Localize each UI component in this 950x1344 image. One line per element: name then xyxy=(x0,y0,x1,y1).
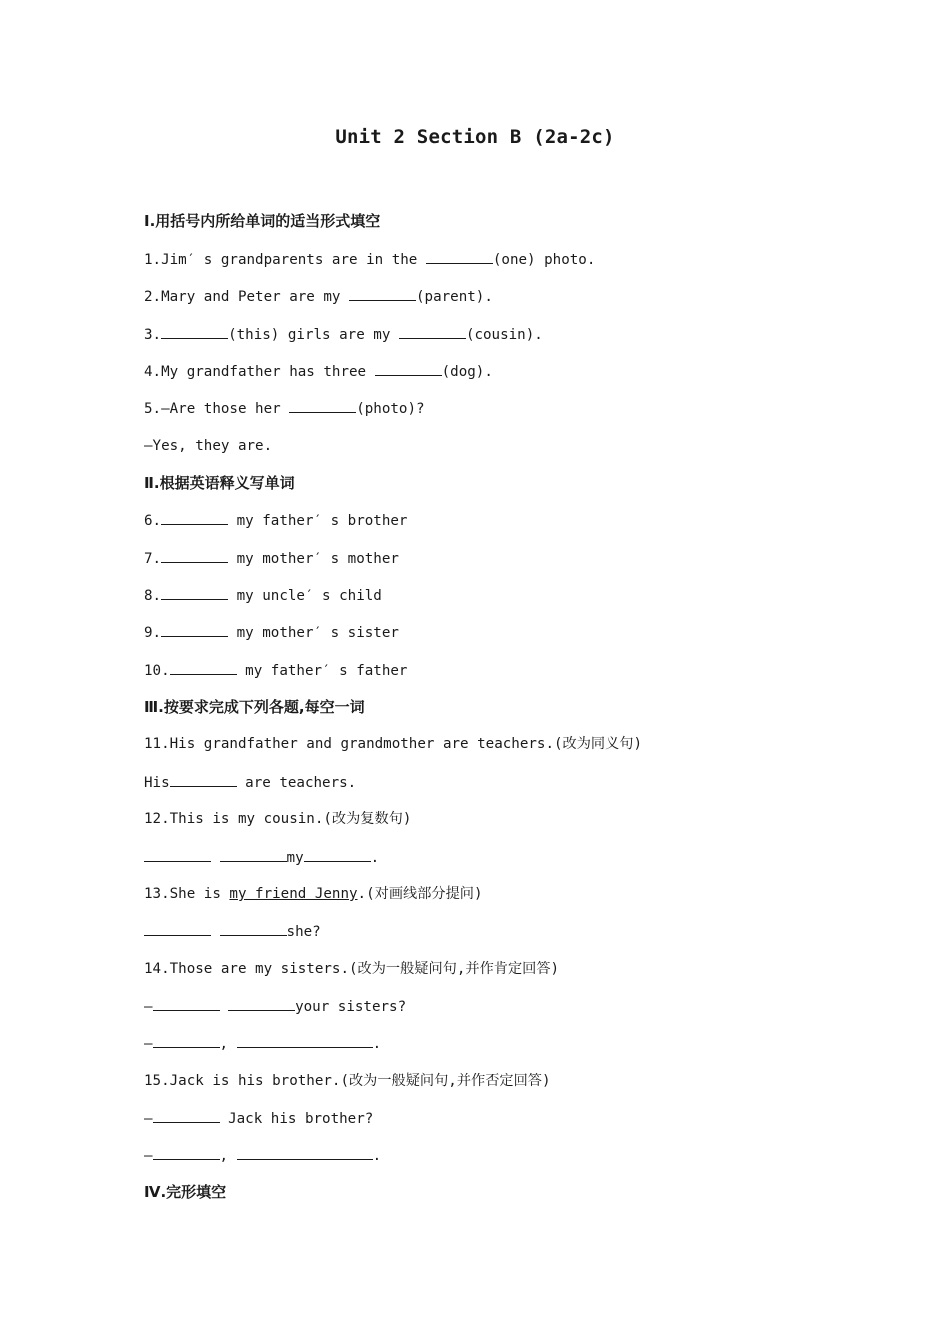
answer-blank[interactable] xyxy=(289,398,356,413)
answer-blank[interactable] xyxy=(153,996,220,1011)
question-13: 13.She is my friend Jenny.(对画线部分提问) xyxy=(144,886,483,902)
answer-blank[interactable] xyxy=(426,249,493,264)
answer-blank[interactable] xyxy=(375,361,442,376)
answer-blank[interactable] xyxy=(220,847,287,862)
answer-blank[interactable] xyxy=(228,996,295,1011)
question-13-answer-line: she? xyxy=(144,921,321,942)
question-1: 1.Jim′ s grandparents are in the (one) photo. xyxy=(144,249,595,270)
answer-blank[interactable] xyxy=(237,1145,373,1160)
question-12-answer-line: my . xyxy=(144,847,379,868)
answer-blank[interactable] xyxy=(170,660,237,675)
answer-blank[interactable] xyxy=(349,286,416,301)
question-15: 15.Jack is his brother.(改为一般疑问句,并作否定回答) xyxy=(144,1073,551,1089)
section-heading-2: Ⅱ.根据英语释义写单词 xyxy=(144,474,295,492)
question-5: 5.—Are those her (photo)? xyxy=(144,398,425,419)
question-10: 10. my father′ s father xyxy=(144,660,407,681)
question-14-answer-line: — , . xyxy=(144,1033,381,1054)
question-15-answer-line: — , . xyxy=(144,1145,381,1166)
answer-blank[interactable] xyxy=(161,324,228,339)
section-heading-3: Ⅲ.按要求完成下列各题,每空一词 xyxy=(144,698,365,716)
question-14-question-line: — your sisters? xyxy=(144,996,406,1017)
question-7: 7. my mother′ s mother xyxy=(144,548,399,569)
page-title: Unit 2 Section B (2a-2c) xyxy=(335,126,615,148)
answer-blank[interactable] xyxy=(144,921,211,936)
answer-blank[interactable] xyxy=(153,1033,220,1048)
question-2: 2.Mary and Peter are my (parent). xyxy=(144,286,493,307)
question-5-answer: —Yes, they are. xyxy=(144,438,273,454)
question-11: 11.His grandfather and grandmother are teachers.(改为同义句) xyxy=(144,736,643,752)
answer-blank[interactable] xyxy=(161,622,228,637)
answer-blank[interactable] xyxy=(220,921,287,936)
answer-blank[interactable] xyxy=(304,847,371,862)
answer-blank[interactable] xyxy=(237,1033,373,1048)
question-12: 12.This is my cousin.(改为复数句) xyxy=(144,811,412,827)
section-heading-4: Ⅳ.完形填空 xyxy=(144,1183,227,1201)
answer-blank[interactable] xyxy=(161,548,228,563)
answer-blank[interactable] xyxy=(153,1145,220,1160)
question-4: 4.My grandfather has three (dog). xyxy=(144,361,493,382)
question-15-question-line: — Jack his brother? xyxy=(144,1108,373,1129)
answer-blank[interactable] xyxy=(399,324,466,339)
answer-blank[interactable] xyxy=(144,847,211,862)
question-9: 9. my mother′ s sister xyxy=(144,622,399,643)
section-heading-1: Ⅰ.用括号内所给单词的适当形式填空 xyxy=(144,212,381,230)
answer-blank[interactable] xyxy=(170,772,237,787)
underlined-phrase: my friend Jenny xyxy=(229,886,358,902)
answer-blank[interactable] xyxy=(153,1108,220,1123)
question-6: 6. my father′ s brother xyxy=(144,510,407,531)
question-14: 14.Those are my sisters.(改为一般疑问句,并作肯定回答) xyxy=(144,961,560,977)
question-11-answer-line: His are teachers. xyxy=(144,772,356,793)
question-8: 8. my uncle′ s child xyxy=(144,585,382,606)
answer-blank[interactable] xyxy=(161,585,228,600)
question-3: 3. (this) girls are my (cousin). xyxy=(144,324,543,345)
answer-blank[interactable] xyxy=(161,510,228,525)
